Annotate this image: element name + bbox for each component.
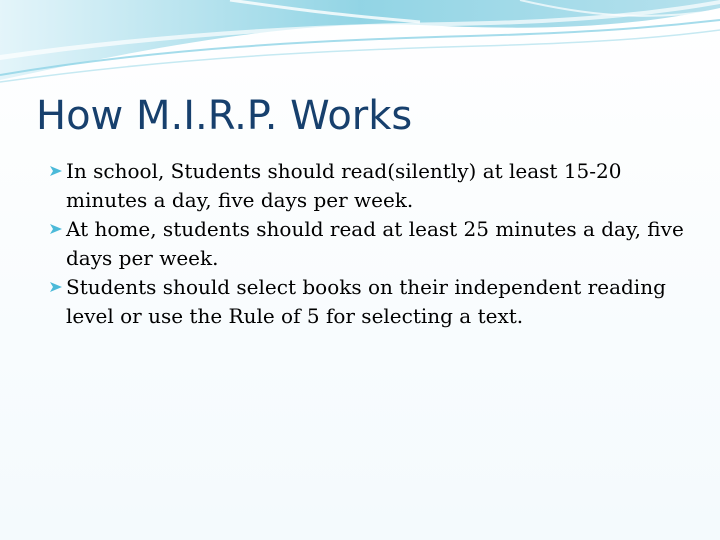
arrowhead-bullet-icon [48, 221, 64, 237]
bullet-item [46, 157, 686, 215]
slide-title: How M.I.R.P. Works [36, 93, 413, 139]
bullet-item [46, 215, 686, 273]
arrowhead-bullet-icon [48, 279, 64, 295]
header-wave-decoration [0, 0, 720, 90]
bullet-text: In school, Students should read(silently) at least 15-20 minutes a day, five days per week. [66, 159, 622, 212]
bullet-item [46, 273, 686, 331]
bullet-text: At home, students should read at least 25 minutes a day, five days per week. [66, 217, 684, 270]
bullet-text: Students should select books on their independent reading level or use the Rule of 5 for selecting a text. [66, 275, 666, 328]
arrowhead-bullet-icon [48, 163, 64, 179]
bullet-list [46, 157, 686, 331]
